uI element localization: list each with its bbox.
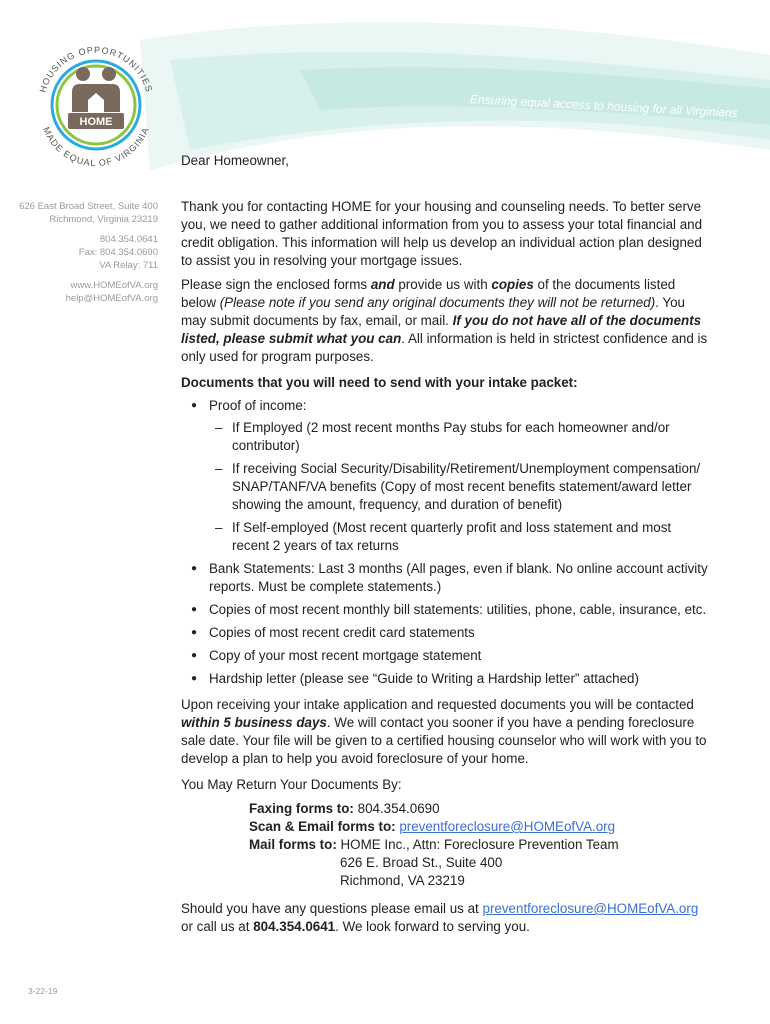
header-tagline: Ensuring equal access to housing for all Virginians [469, 92, 738, 121]
list-item: ● Bank Statements: Last 3 months (All pages, even if blank. No online account activity reports. Must be complete statements.) [191, 560, 711, 596]
income-sublist [209, 419, 711, 555]
address-line-2: Richmond, Virginia 23219 [49, 214, 158, 225]
logo-badge-text: HOME [79, 116, 113, 128]
documents-list [181, 397, 711, 688]
mail-line-3: Richmond, VA 23219 [340, 873, 465, 888]
list-item: ● Hardship letter (please see “Guide to Writing a Hardship letter” attached) [191, 670, 711, 688]
list-item: ● Copy of your most recent mortgage statement [191, 647, 711, 665]
phone-number: 804.354.0641 [99, 234, 158, 245]
list-item: – If receiving Social Security/Disability/Retirement/Unemployment compensation/ SNAP/TANF/VA benefits (Copy of most recent benefits statement/award letter showing the amount, frequency, and duration of benefit) [215, 460, 711, 514]
documents-heading: Documents that you will need to send with your intake packet: [181, 375, 578, 390]
list-item [191, 397, 711, 555]
sidebar-address [10, 200, 158, 305]
va-relay: VA Relay: 711 [99, 260, 158, 271]
website-link[interactable]: www.HOMEofVA.org [70, 280, 158, 291]
fax-value: 804.354.0690 [357, 801, 440, 816]
list-item: ● Copies of most recent monthly bill statements: utilities, phone, cable, insurance, etc. [191, 601, 711, 619]
logo-arc-top: HOUSING OPPORTUNITIES [37, 44, 155, 94]
intro-paragraph: Thank you for contacting HOME for your housing and counseling needs. To better serve you, we need to gather additional information from you to assess your total financial and credit obligation. This information will help us develop an individual action plan designed to assist you in resolving your mortgage issues. [181, 199, 703, 268]
logo-arc-bottom: MADE EQUAL OF VIRGINIA [41, 125, 151, 169]
list-item: – If Self-employed (Most recent quarterly profit and loss statement and most recent 2 years of tax returns [215, 519, 711, 555]
closing-paragraph: Should you have any questions please email us at preventforeclosure@HOMEofVA.org or call us at 804.354.0641. We look forward to serving you. [181, 901, 699, 934]
fax-number: Fax: 804.354.0690 [78, 247, 158, 258]
fax-label: Faxing forms to: [249, 801, 358, 816]
return-heading: You May Return Your Documents By: [181, 777, 402, 792]
income-label: Proof of income: [209, 398, 307, 413]
closing-email-link[interactable]: preventforeclosure@HOMEofVA.org [482, 901, 699, 916]
address-line-1: 626 East Broad Street, Suite 400 [19, 201, 158, 212]
closing-phone: 804.354.0641 [253, 919, 336, 934]
document-date: 3-22-19 [28, 986, 58, 996]
return-email-link[interactable]: preventforeclosure@HOMEofVA.org [399, 819, 616, 834]
help-email-link[interactable]: help@HOMEofVA.org [65, 293, 158, 304]
mail-line-2: 626 E. Broad St., Suite 400 [340, 855, 503, 870]
email-label: Scan & Email forms to: [249, 819, 400, 834]
greeting: Dear Homeowner, [181, 153, 289, 168]
home-logo [30, 30, 162, 180]
mail-line-1: HOME Inc., Attn: Foreclosure Prevention Team [340, 837, 619, 852]
instructions-paragraph: Please sign the enclosed forms and provide us with copies of the documents listed below (Please note if you send any original documents they will not be returned). You may submit documents by fax, email, or mail. If you do not have all of the documents listed, please submit what you can. All information is held in strictest confidence and is only used for program purposes. [181, 277, 708, 364]
contact-timeline-paragraph: Upon receiving your intake application and requested documents you will be contacted within 5 business days. We will contact you sooner if you have a pending foreclosure sale date. Your file will be given to a certified housing counselor who will work with you to develop a plan to help you avoid foreclosure of your home. [181, 697, 707, 766]
letter-body [181, 152, 711, 936]
return-methods [249, 800, 711, 890]
mail-label: Mail forms to: [249, 837, 341, 852]
list-item: – If Employed (2 most recent months Pay stubs for each homeowner and/or contributor) [215, 419, 711, 455]
list-item: ● Copies of most recent credit card statements [191, 624, 711, 642]
